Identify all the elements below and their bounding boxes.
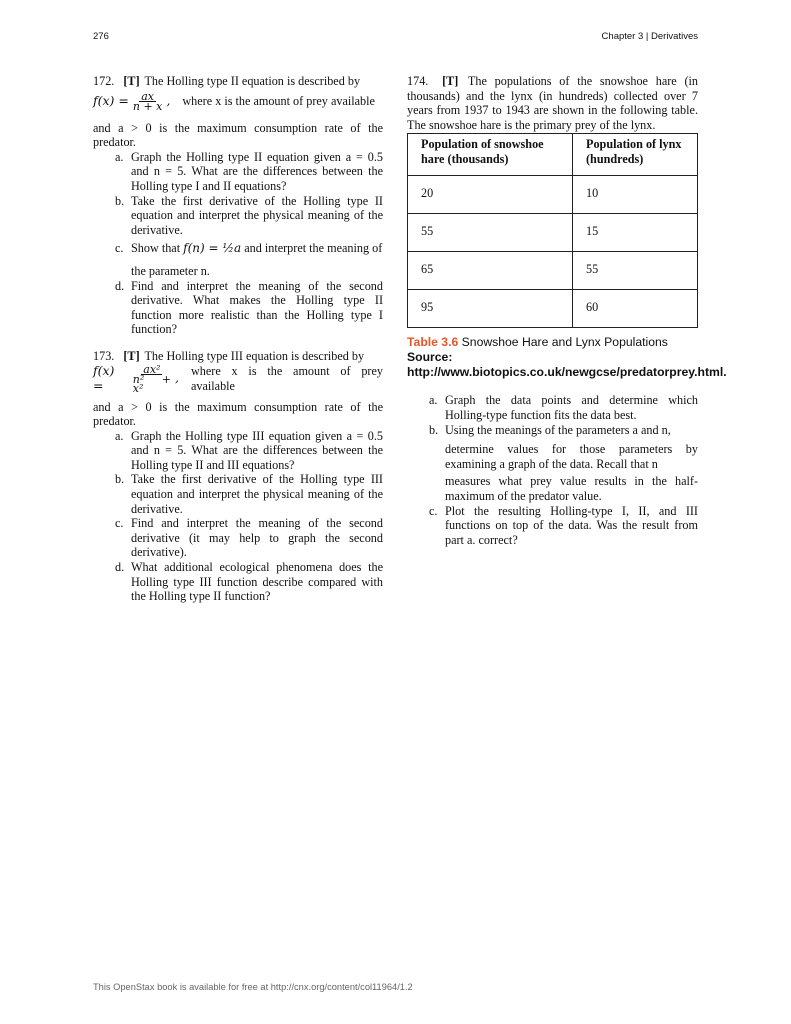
table-cell: 55 [408, 214, 573, 252]
caption-source: Source: http://www.biotopics.co.uk/newgcse/predatorprey.html. [407, 350, 727, 380]
table-cell: 95 [408, 290, 573, 328]
part-text: Graph the Holling type III equation given a = 0.5 and n = 5. What are the differences between the Holling type II and III equations? [131, 428, 383, 472]
part-label: d. [115, 278, 125, 293]
formula-lhs: f(x) = [93, 93, 129, 109]
caption-title: Snowshoe Hare and Lynx Populations [461, 335, 668, 350]
exercise-intro [407, 74, 698, 132]
exercise-174 [407, 74, 727, 547]
table-cell: 20 [408, 176, 573, 214]
part-text: Show that [131, 241, 181, 256]
exercise-number: 174. [407, 74, 429, 88]
table-cell: 10 [573, 176, 698, 214]
fraction [131, 90, 165, 114]
exercise-intro-text: The Holling type III equation is described by [144, 348, 365, 363]
part-label: a. [115, 149, 124, 164]
formula-line [93, 89, 383, 115]
technology-tag: [T] [123, 74, 140, 88]
part-text: Graph the Holling type II equation given a = 0.5 and n = 5. What are the differences between the Holling type I and II equations? [131, 149, 383, 193]
continuation-text: and a > 0 is the maximum consumption rate of the predator. [93, 399, 383, 429]
exercise-173 [93, 349, 383, 604]
chapter-title: Chapter 3 | Derivatives [601, 31, 698, 42]
exercise-172 [93, 74, 383, 337]
technology-tag: [T] [442, 74, 459, 88]
part-text: Find and interpret the meaning of the second derivative. What makes the Holling type II function more realistic than the Holling type I function? [131, 278, 383, 337]
table-row [408, 214, 698, 252]
page-footer: This OpenStax book is available for free at http://cnx.org/content/col11964/1.2 [93, 982, 413, 992]
continuation-text: and a > 0 is the maximum consumption rate of the predator. [93, 120, 383, 150]
part-label: b. [429, 422, 439, 437]
part-text-line1: Using the meanings of the parameters a and n, [445, 422, 671, 437]
part-text: Plot the resulting Holling-type I, II, and III functions on top of the data. Was the result from part a. correct? [445, 503, 698, 547]
spacer [93, 337, 383, 349]
part-text: Graph the data points and determine which Holling-type function fits the data best. [445, 393, 698, 422]
holling-iii-formula: f(x) = $\frac{\text{ax²}}{\text{n² + x²}}$ , [93, 362, 179, 395]
left-column [93, 74, 383, 604]
page-number: 276 [93, 31, 109, 42]
formula-lhs: f(x) = [93, 362, 115, 393]
population-table [407, 133, 698, 328]
part-text: What additional ecological phenomena does the Holling type III function describe compared with the Holling type II function? [131, 560, 383, 604]
part-a [429, 393, 698, 422]
right-column [407, 74, 727, 547]
table-row [408, 252, 698, 290]
spacer [407, 380, 698, 393]
table-cell: 60 [573, 290, 698, 328]
part-label: a. [429, 393, 438, 408]
part-text: Take the first derivative of the Holling type II equation and interpret the physical meaning of the derivative. [131, 193, 383, 237]
part-label: b. [115, 472, 125, 487]
denominator: n + x [132, 100, 163, 114]
technology-tag: [T] [123, 348, 140, 363]
part-c [115, 241, 383, 278]
part-text: and interpret the meaning of [244, 241, 383, 256]
part-label: c. [115, 241, 124, 256]
table-caption [407, 335, 727, 380]
part-text-line2: determine values for those parameters by examining a graph of the data. Recall that n [445, 442, 698, 471]
table-cell: 15 [573, 214, 698, 252]
part-text: Find and interpret the meaning of the second derivative (it may help to graph the second derivative). [131, 516, 383, 560]
exercise-intro [93, 349, 383, 364]
caption-label: Table 3.6 [407, 335, 459, 350]
table-row [408, 176, 698, 214]
column-header: Population of snowshoe hare (thousands) [408, 134, 573, 176]
exercise-intro-text: The Holling type II equation is described by [144, 74, 361, 88]
part-c [115, 516, 383, 560]
after-formula-text: where x is the amount of prey available [190, 363, 383, 393]
exercise-intro-text: The populations of the snowshoe hare (in thousands) and the lynx (in hundreds) collected over 7 years from 1937 to 1943 are shown in the following table. The snowshoe hare is the primary prey of the lynx. [407, 74, 699, 132]
part-d [115, 560, 383, 604]
inline-formula: f(n) = ½a [183, 241, 242, 256]
table-cell: 65 [408, 252, 573, 290]
part-text-line3: measures what prey value results in the half-maximum of the predator value. [445, 474, 698, 503]
column-header: Population of lynx (hundreds) [573, 134, 698, 176]
part-label: a. [115, 428, 124, 443]
exercise-number: 173. [93, 348, 115, 363]
part-a [115, 150, 383, 194]
part-label: c. [115, 516, 124, 531]
formula-line [93, 364, 383, 394]
part-b [115, 472, 383, 516]
part-text-line2: the parameter n. [131, 263, 210, 278]
part-b [429, 423, 698, 504]
parts-list [407, 393, 698, 547]
table-cell: 55 [573, 252, 698, 290]
part-label: b. [115, 193, 125, 208]
part-text: Take the first derivative of the Holling type III equation and interpret the physical meaning of the derivative. [131, 472, 383, 516]
exercise-intro [93, 74, 383, 89]
parts-list [93, 429, 383, 604]
numerator: ax [141, 90, 155, 104]
table-row [408, 290, 698, 328]
exercise-number: 172. [93, 74, 115, 88]
denominator: n² + x² [132, 372, 171, 395]
part-c [429, 504, 698, 548]
part-label: d. [115, 560, 125, 575]
part-a [115, 429, 383, 473]
part-label: c. [429, 503, 438, 518]
table-header-row [408, 134, 698, 176]
numerator: ax² [143, 362, 161, 376]
parts-list [93, 150, 383, 337]
after-formula-text: where x is the amount of prey available [182, 94, 375, 109]
part-d [115, 279, 383, 337]
holling-ii-formula: f(x) = $\frac{ax}{n + x}$ , [93, 90, 171, 114]
part-b [115, 194, 383, 238]
fraction [131, 362, 173, 395]
